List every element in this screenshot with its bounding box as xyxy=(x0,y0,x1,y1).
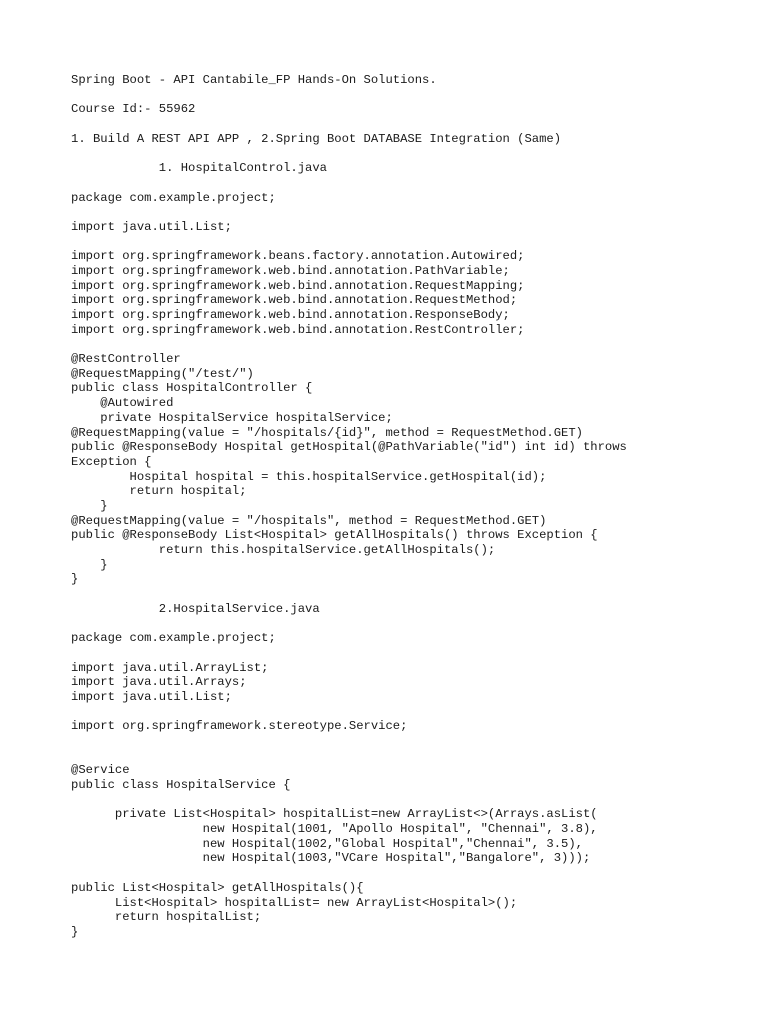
document-line: } xyxy=(71,498,108,513)
document-line: private List<Hospital> hospitalList=new ArrayList<>(Arrays.asList( xyxy=(71,807,598,822)
document-line: public @ResponseBody Hospital getHospital(@PathVariable("id") int id) throws xyxy=(71,440,627,455)
document-line: @Autowired xyxy=(71,396,174,411)
document-line: import java.util.List; xyxy=(71,219,232,234)
document-line: } xyxy=(71,557,108,572)
document-line: new Hospital(1002,"Global Hospital","Chennai", 3.5), xyxy=(71,836,583,851)
document-line xyxy=(71,646,627,661)
document-line: new Hospital(1001, "Apollo Hospital", "Chennai", 3.8), xyxy=(71,822,598,837)
document-body xyxy=(71,73,627,940)
document-line: Hospital hospital = this.hospitalService.getHospital(id); xyxy=(71,469,547,484)
document-line xyxy=(71,146,627,161)
document-line xyxy=(71,88,627,103)
document-line xyxy=(71,587,627,602)
document-line: import org.springframework.web.bind.annotation.RestController; xyxy=(71,322,525,337)
document-line xyxy=(71,793,627,808)
document-line: } xyxy=(71,572,79,587)
document-line: return hospital; xyxy=(71,484,247,499)
document-line: private HospitalService hospitalService; xyxy=(71,410,393,425)
document-line: Course Id:- 55962 xyxy=(71,102,196,117)
document-line xyxy=(71,205,627,220)
document-line xyxy=(71,176,627,191)
document-line: public List<Hospital> getAllHospitals(){ xyxy=(71,880,364,895)
document-line: 2.HospitalService.java xyxy=(71,601,320,616)
document-line: import java.util.Arrays; xyxy=(71,675,247,690)
document-line: @Service xyxy=(71,763,130,778)
document-line: import org.springframework.web.bind.annotation.PathVariable; xyxy=(71,263,510,278)
document-line: package com.example.project; xyxy=(71,631,276,646)
document-line: import org.springframework.web.bind.annotation.ResponseBody; xyxy=(71,308,510,322)
document-line: import org.springframework.beans.factory.annotation.Autowired; xyxy=(71,249,525,264)
document-line: package com.example.project; xyxy=(71,190,276,205)
document-line xyxy=(71,337,627,352)
document-line: public class HospitalController { xyxy=(71,381,313,396)
document-line: return this.hospitalService.getAllHospitals(); xyxy=(71,543,496,557)
document-line: @RequestMapping(value = "/hospitals", method = RequestMethod.GET) xyxy=(71,513,547,528)
document-line: import org.springframework.web.bind.annotation.RequestMapping; xyxy=(71,278,525,293)
document-line: import org.springframework.stereotype.Service; xyxy=(71,719,408,734)
document-line xyxy=(71,117,627,132)
document-line xyxy=(71,749,627,764)
document-line: @RequestMapping(value = "/hospitals/{id}", method = RequestMethod.GET) xyxy=(71,425,583,440)
document-line: Exception { xyxy=(71,454,152,469)
document-line xyxy=(71,235,627,250)
document-line: List<Hospital> hospitalList= new ArrayList<Hospital>(); xyxy=(71,895,518,910)
document-line: 1. Build A REST API APP , 2.Spring Boot DATABASE Integration (Same) xyxy=(71,131,562,146)
document-line: import java.util.List; xyxy=(71,689,232,704)
document-line xyxy=(71,866,627,881)
document-line: new Hospital(1003,"VCare Hospital","Bangalore", 3))); xyxy=(71,851,591,866)
document-line: @RestController xyxy=(71,352,181,367)
document-line: public class HospitalService { xyxy=(71,778,291,792)
document-line: Spring Boot - API Cantabile_FP Hands-On Solutions. xyxy=(71,73,437,87)
document-line: return hospitalList; xyxy=(71,910,262,925)
document-line: 1. HospitalControl.java xyxy=(71,161,327,176)
document-line xyxy=(71,705,627,720)
document-line: import org.springframework.web.bind.annotation.RequestMethod; xyxy=(71,293,518,308)
document-line: @RequestMapping("/test/") xyxy=(71,366,254,381)
document-line: } xyxy=(71,924,79,939)
document-line: public @ResponseBody List<Hospital> getAllHospitals() throws Exception { xyxy=(71,528,598,543)
document-line xyxy=(71,616,627,631)
document-line: import java.util.ArrayList; xyxy=(71,660,269,675)
document-line xyxy=(71,734,627,749)
